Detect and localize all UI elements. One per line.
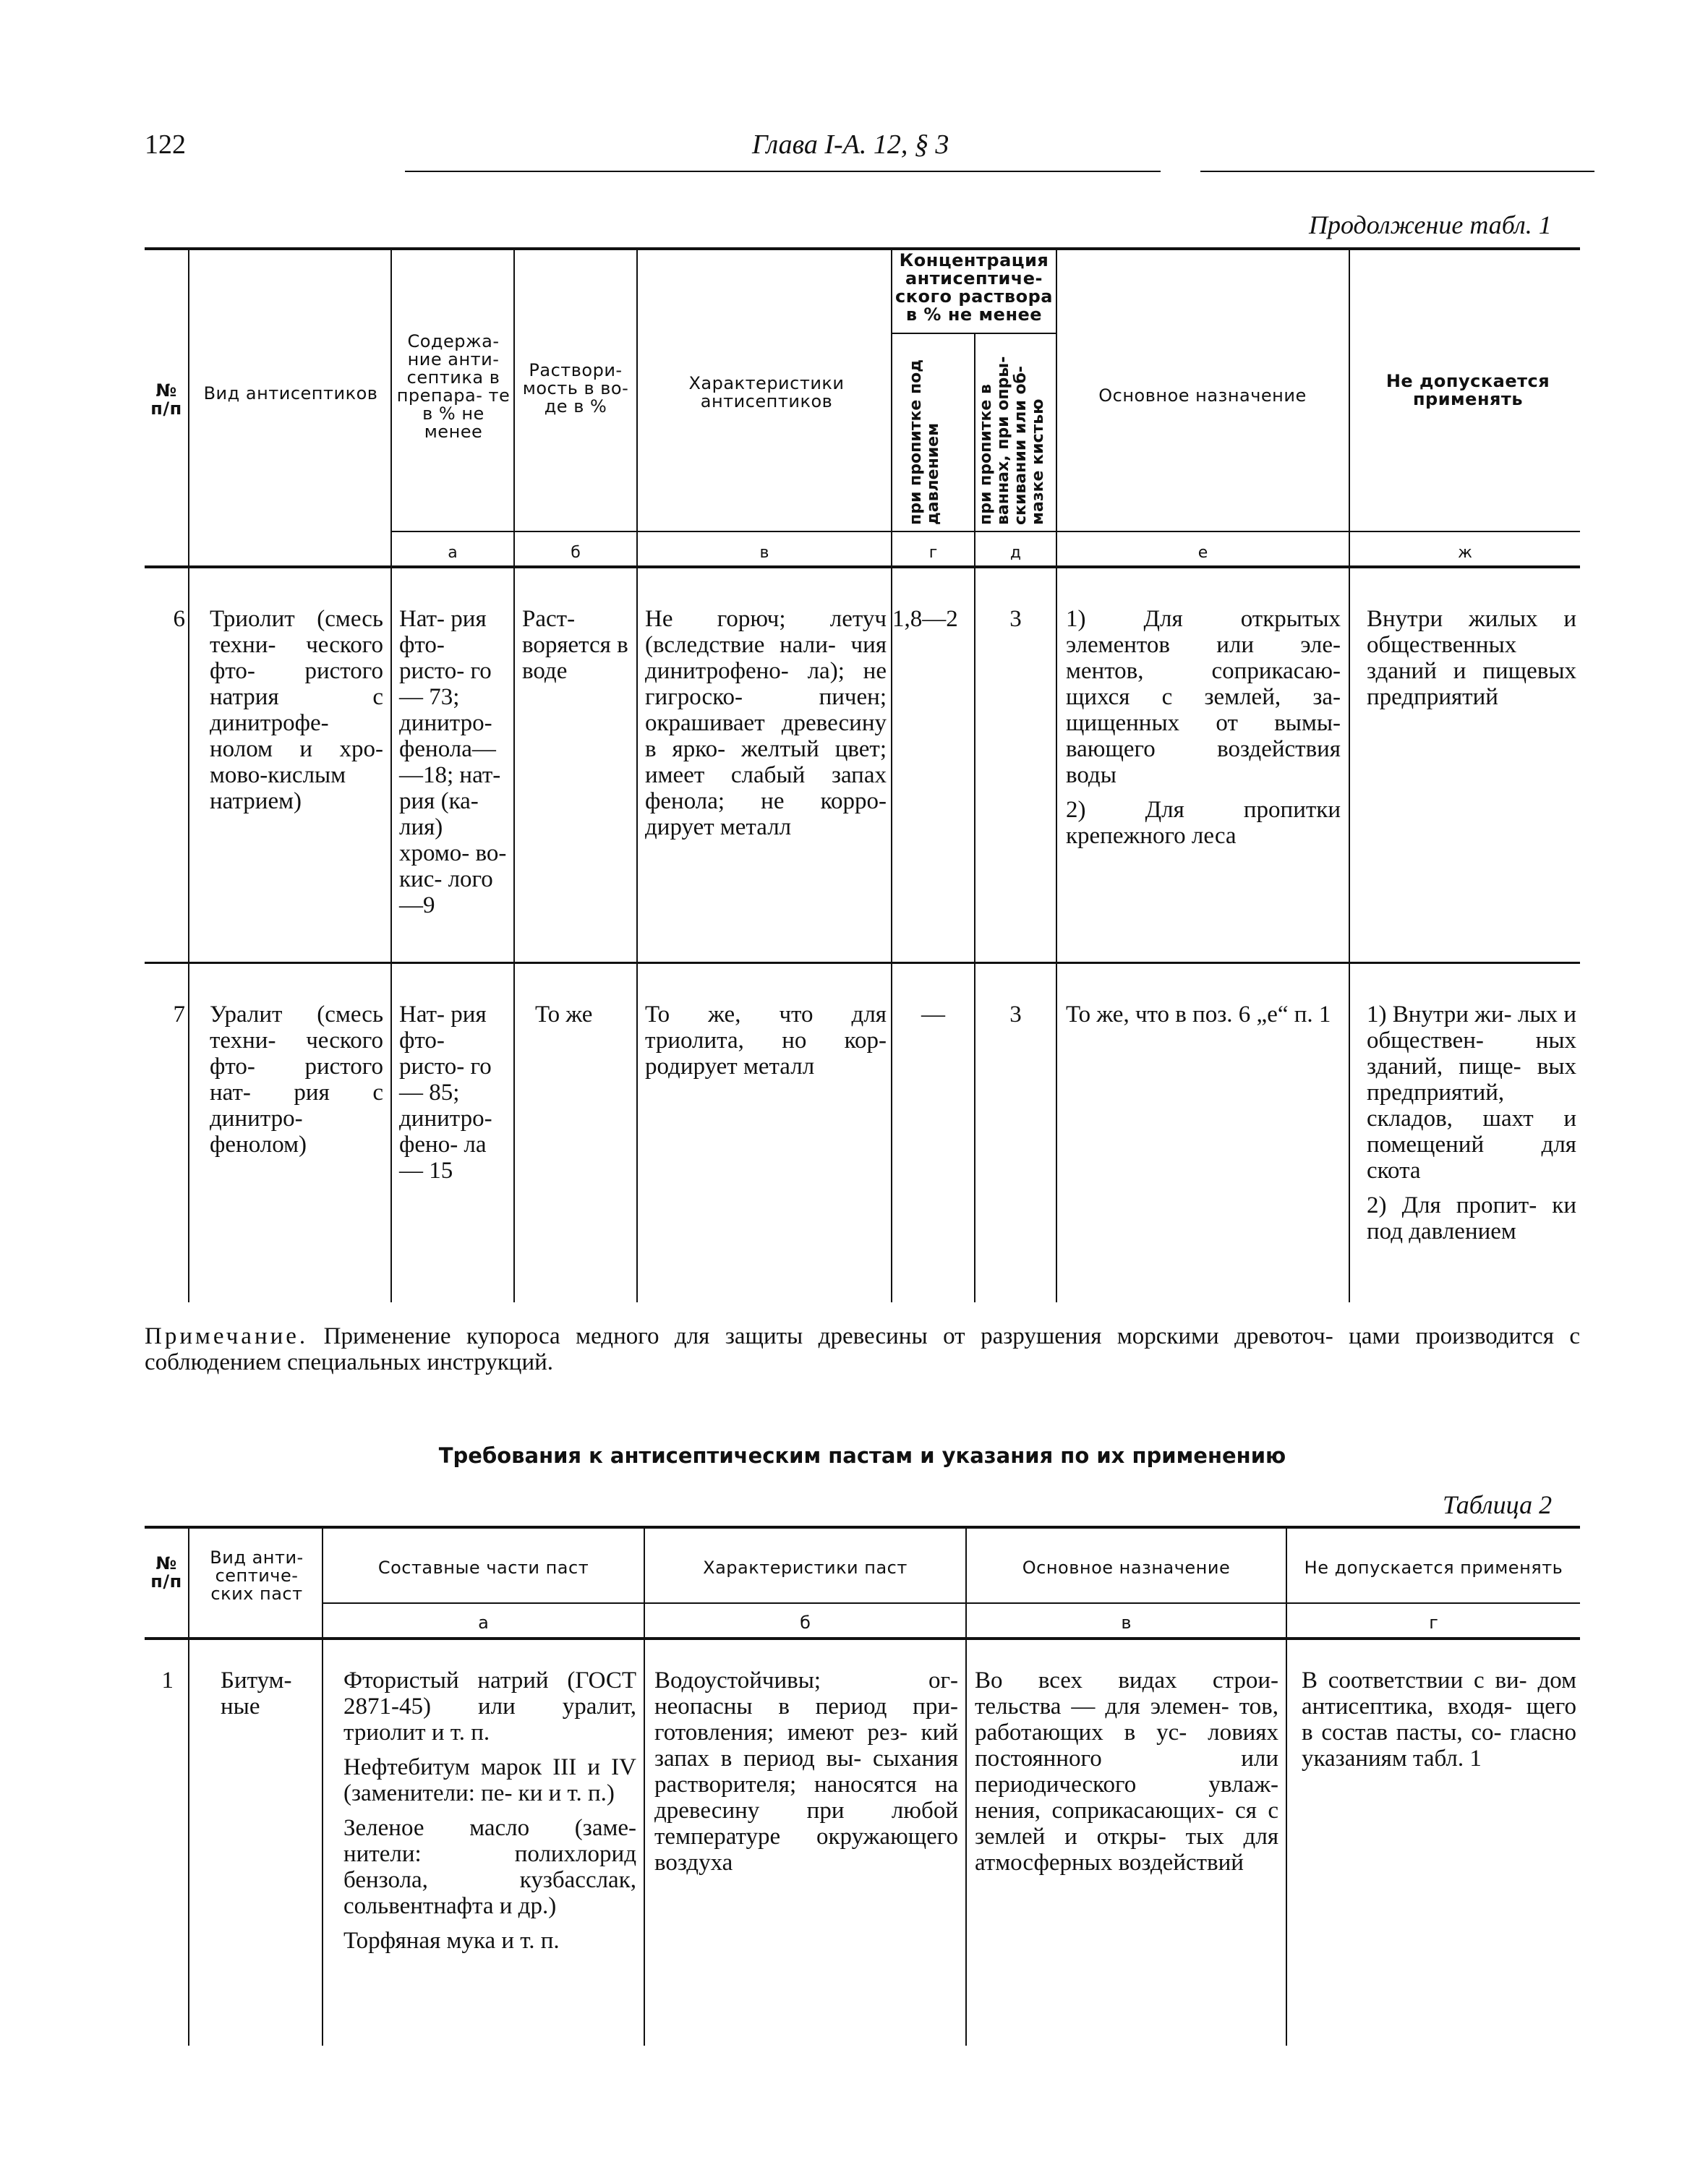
col-letter-a: а	[448, 544, 458, 562]
table-continuation-label: Продолжение табл. 1	[1309, 210, 1552, 239]
table-1-vline	[891, 250, 892, 1302]
table-1-vline	[513, 250, 515, 1302]
t2-header-num: № п/п	[150, 1553, 182, 1592]
not-allowed-item: 2) Для пропит- ки под давлением	[1367, 1192, 1576, 1244]
header-purpose: Основное назначение	[1098, 385, 1307, 406]
t2-row-characteristics: Водоустойчивы; ог- неопасны в период при- готовления; имеют рез- кий запах в период вы- сыхания растворителя; наносятся на древесину при любой температуре окружающего воздуха	[654, 1667, 958, 1876]
table-1-top-rule	[145, 247, 1580, 250]
col-letter-g: г	[928, 544, 938, 562]
col-letter-d: д	[1009, 544, 1022, 562]
col-letter-b: б	[571, 544, 581, 562]
table-2-vline	[965, 1529, 967, 2046]
row-kind: Триолит (смесь техни- ческого фто- ристого натрия с динитрофе- нолом и хро- мово-кислым натрием)	[210, 606, 383, 814]
row-not-allowed	[1367, 1002, 1576, 1253]
header-rule-right	[1200, 171, 1594, 172]
t2-header-parts: Составные части паст	[377, 1558, 589, 1578]
t2-row-parts	[343, 1667, 636, 1963]
header-num: № п/п	[150, 380, 182, 419]
header-content: Содержа- ние анти- септика в препара- те в % не менее	[396, 331, 511, 442]
col-letter-e: е	[1197, 544, 1208, 562]
table-note	[145, 1323, 1580, 1375]
table-1-header-bottom-rule	[145, 565, 1580, 568]
table-1-vline	[636, 250, 638, 1302]
paste-part: Нефтебитум марок III и IV (заменители: пе- ки и т. п.)	[343, 1754, 636, 1806]
table-2-vline	[644, 1529, 645, 2046]
table-1-letter-rule	[390, 531, 1580, 532]
paste-part: Зеленое масло (заме- нители: полихлорид бензола, кузбасслак, сольвентнафта и др.)	[343, 1815, 636, 1919]
header-kind: Вид антисептиков	[203, 383, 378, 403]
table-2-top-rule	[145, 1526, 1580, 1529]
t2-col-letter-b: б	[800, 1613, 811, 1633]
t2-header-characteristics: Характеристики паст	[703, 1558, 908, 1578]
not-allowed-item: 1) Внутри жи- лых и обществен- ных зданий, пище- вых предприятий, складов, шахт и помещений для скота	[1367, 1002, 1576, 1184]
t2-row-num: 1	[161, 1667, 174, 1694]
row-solubility: Раст- воряется в воде	[522, 606, 628, 684]
table-2-vline	[1286, 1529, 1287, 2046]
table-1-row-rule	[145, 962, 1580, 964]
table-2-title: Требования к антисептическим пастам и указания по их применению	[438, 1443, 1286, 1468]
not-allowed-item: Внутри жилых и общественных зданий и пищевых предприятий	[1367, 606, 1576, 710]
purpose-item: То же, что в поз. 6 „е“ п. 1	[1066, 1002, 1331, 1028]
row-characteristics: Не горюч; летуч (вследствие нали- чия динитрофено- ла); не гигроско- пичен; окрашивает древесину в ярко- желтый цвет; имеет слабый запах фенола; не корро- дирует металл	[645, 606, 887, 840]
row-content: Нат- рия фто- ристо- го — 73; динитро- фенола— —18; нат- рия (ка- лия) хромо- во-кис- лого—9	[399, 606, 507, 918]
row-in-baths: 3	[1009, 606, 1022, 632]
table-2-label: Таблица 2	[1443, 1490, 1553, 1519]
table-2-letter-rule	[322, 1602, 1580, 1604]
row-solubility: То же	[535, 1002, 593, 1028]
table-1-vline	[188, 250, 189, 1302]
t2-header-purpose: Основное назначение	[1022, 1558, 1231, 1578]
t2-row-kind: Битум- ные	[221, 1667, 292, 1720]
table-1-vline	[974, 333, 975, 1302]
t2-col-letter-g: г	[1429, 1613, 1438, 1633]
table-1-vline	[390, 250, 392, 1302]
t2-col-letter-a: а	[478, 1613, 489, 1633]
header-under-pressure: при пропитке под давлением	[907, 359, 942, 525]
table-1-vline	[1056, 250, 1057, 1302]
purpose-item: 1) Для открытых элементов или эле- ментов, соприкасаю- щихся с землей, за- щищенных от вымы- вающего воздействия воды	[1066, 606, 1341, 788]
row-content: Нат- рия фто- ристо- го — 85; динитро- фено- ла — 15	[399, 1002, 492, 1184]
t2-header-kind: Вид анти- септиче- ских паст	[210, 1547, 304, 1604]
purpose-item: 2) Для пропитки крепежного леса	[1066, 797, 1341, 849]
row-not-allowed	[1367, 606, 1576, 719]
row-purpose	[1066, 1002, 1341, 1036]
row-characteristics: То же, что для триолита, но кор- родирует металл	[645, 1002, 887, 1080]
table-2-vline	[322, 1529, 323, 2046]
page-number: 122	[145, 129, 186, 160]
header-solubility: Раствори- мость в во- де в %	[522, 360, 629, 417]
table-2-header-bottom-rule	[145, 1637, 1580, 1640]
note-text: Применение купороса медного для защиты древесины от разрушения морскими древоточ- цами производится с соблюдением специальных инструкций.	[145, 1323, 1581, 1375]
header-not-allowed: Не допускается применять	[1385, 371, 1550, 409]
table-1-vline	[1349, 250, 1350, 1302]
row-under-pressure: —	[921, 1002, 945, 1028]
col-letter-v: в	[759, 544, 769, 562]
header-in-baths: при пропитке в ваннах, при опры- скивании или об- мазке кистью	[977, 356, 1047, 525]
table-1-concentration-rule	[891, 333, 1056, 334]
header-concentration-group: Концентрация антисептиче- ского раствора в % не менее	[895, 250, 1053, 325]
header-characteristics: Характеристики антисептиков	[688, 373, 845, 411]
row-num: 7	[173, 1002, 185, 1028]
row-under-pressure: 1,8—2	[892, 606, 958, 632]
paste-part: Торфяная мука и т. п.	[343, 1928, 560, 1954]
row-kind: Уралит (смесь техни- ческого фто- ристого нат- рия с динитро- фенолом)	[210, 1002, 383, 1158]
running-head: Глава I-А. 12, § 3	[752, 129, 949, 160]
row-num: 6	[173, 606, 185, 632]
t2-row-not-allowed: В соответствии с ви- дом антисептика, входя- щего в состав пасты, со- гласно указаниям табл. 1	[1302, 1667, 1576, 1772]
header-rule	[405, 171, 1161, 172]
row-in-baths: 3	[1009, 1002, 1022, 1028]
t2-header-not-allowed: Не допускается применять	[1304, 1558, 1563, 1578]
col-letter-zh: ж	[1458, 544, 1472, 562]
paste-part: Фтористый натрий (ГОСТ 2871-45) или уралит, триолит и т. п.	[343, 1667, 636, 1746]
t2-col-letter-v: в	[1121, 1613, 1132, 1633]
t2-row-purpose: Во всех видах строи- тельства — для элемен- тов, работающих в ус- ловиях постоянного или периодического увлаж- нения, соприкасающих- ся с землей и откры- тых для атмосферных воздействий	[975, 1667, 1278, 1876]
table-2-vline	[188, 1529, 189, 2046]
note-label: Примечание.	[145, 1323, 309, 1349]
row-purpose	[1066, 606, 1341, 858]
